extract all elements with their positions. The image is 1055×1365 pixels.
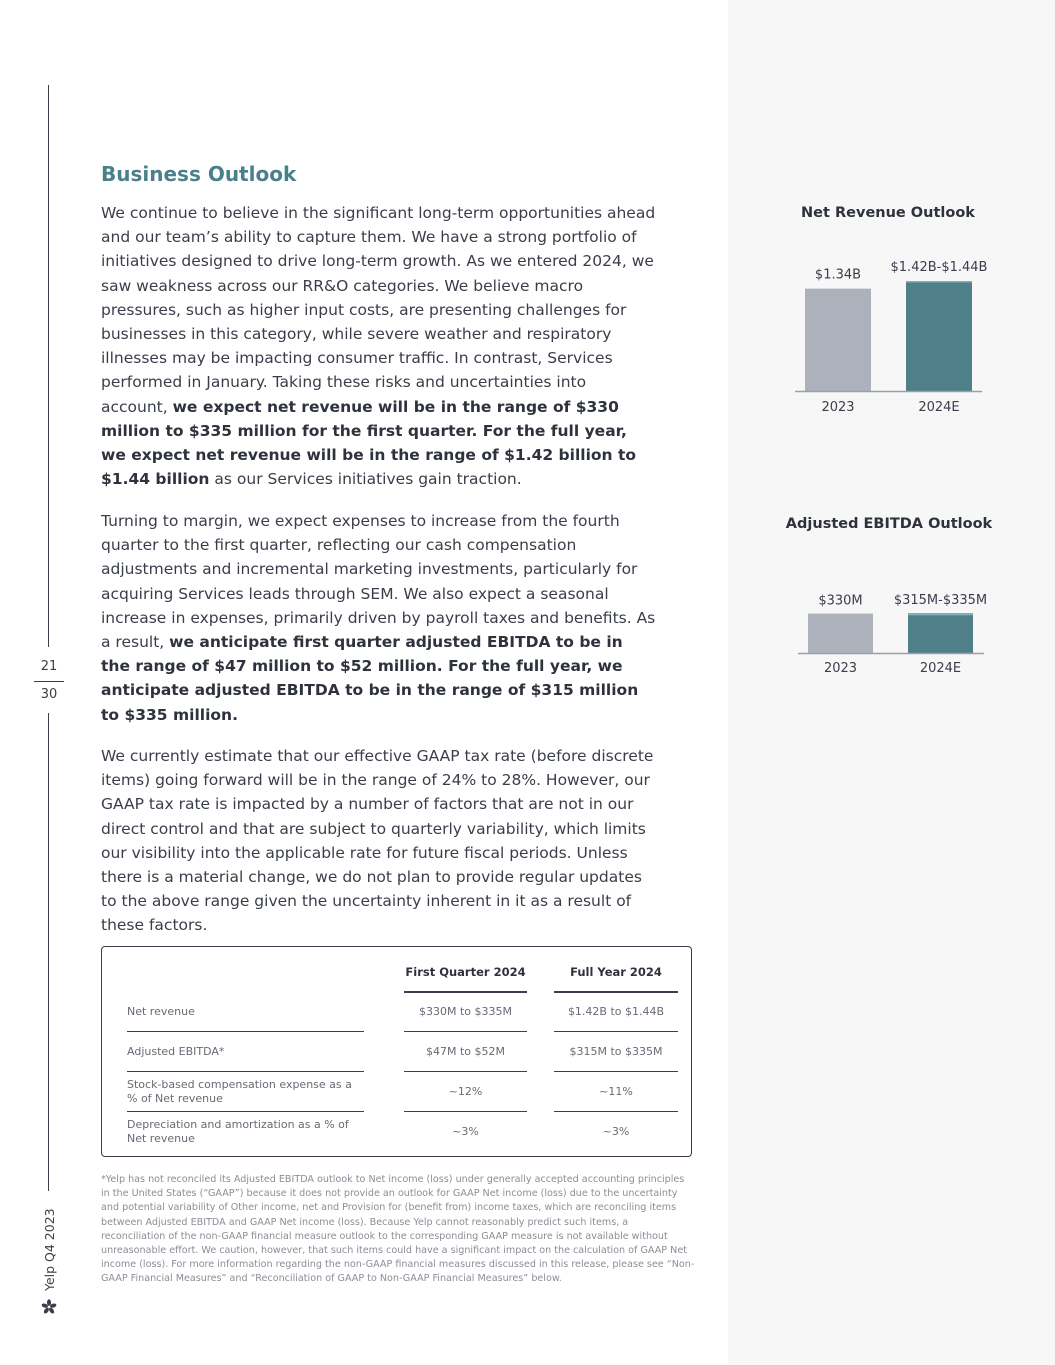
page-number-current: 21 xyxy=(40,659,58,674)
row-first-quarter-value: $47M to $52M xyxy=(425,1045,505,1058)
paragraph-revenue-outlook xyxy=(101,201,656,491)
table-row xyxy=(102,1032,691,1072)
outlook-table xyxy=(101,946,692,1157)
table-header-full-year: Full Year 2024 xyxy=(570,965,662,979)
rail-line-top xyxy=(48,85,49,647)
paragraph-2-intro: Turning to margin, we expect expenses to increase from the fourth quarter to the first quarter, reflecting our cash compensation adjustments and incremental marketing investments, particularly for acquiring Services leads through SEM. We also expect a seasonal increase in expenses, primarily driven by payroll taxes and benefits. As a result, xyxy=(101,512,656,652)
row-label: Net revenue xyxy=(127,1005,195,1018)
bar-2023 xyxy=(805,289,871,391)
row-full-year-value: ~3% xyxy=(602,1125,630,1138)
category-label: 2024E xyxy=(919,661,962,676)
data-label: $330M xyxy=(818,593,863,609)
table-row xyxy=(102,1072,691,1112)
yelp-burst-icon xyxy=(41,1299,57,1315)
category-label: 2023 xyxy=(823,661,858,676)
net-revenue-outlook-chart xyxy=(770,195,1010,425)
paragraph-margin-outlook xyxy=(101,509,656,727)
row-full-year-value: ~11% xyxy=(599,1085,633,1098)
table-header-first-quarter: First Quarter 2024 xyxy=(405,965,526,979)
category-label: 2024E xyxy=(918,400,960,415)
rail-line-bottom xyxy=(48,713,49,1191)
brand-label xyxy=(40,1165,58,1315)
data-label: $1.34B xyxy=(814,267,862,283)
adjusted-ebitda-outlook-chart xyxy=(770,506,1010,686)
footnote: *Yelp has not reconciled its Adjusted EBITDA outlook to Net income (loss) under generally accepted accounting principles in the United States (“GAAP”) because it does not provide an outlook for GAAP Net income (loss) due to the uncertainty and potential variability of Other income, net and Provision for (benefit from) income taxes, which are reconciling items between Adjusted EBITDA and GAAP Net income (loss). Because Yelp cannot reasonably predict such items, a reconciliation of the non-GAAP financial measure outlook to the corresponding GAAP measure is not available without unreasonable effort. We caution, however, that such items could have a significant impact on the calculation of GAAP Net income (loss). For more information regarding the non-GAAP financial measures discussed in this release, please see “Non-GAAP Financial Measures” and “Reconciliation of GAAP to Non-GAAP Financial Measures” below. xyxy=(101,1174,695,1285)
page-number-total: 30 xyxy=(40,687,58,702)
data-label: $315M-$335M xyxy=(893,593,988,608)
row-label: Depreciation and amortization as a % of Net revenue xyxy=(127,1118,349,1145)
paragraph-2-bold: we anticipate first quarter adjusted EBITDA to be in the range of $47 million to $52 million. For the full year, we anticipate adjusted EBITDA to be in the range of $315 million to $335 million. xyxy=(101,633,639,724)
row-first-quarter-value: ~12% xyxy=(448,1085,483,1098)
page-number-divider xyxy=(34,681,64,682)
bar-2024E xyxy=(908,615,973,653)
row-full-year-value: $1.42B to $1.44B xyxy=(567,1005,665,1018)
paragraph-1-intro: We continue to believe in the significant long-term opportunities ahead and our team’s ability to capture them. We have a strong portfolio of initiatives designed to drive long-term growth. As we entered 2024, we saw weakness across our RR&O categories. We believe macro pressures, such as higher input costs, are presenting challenges for businesses in this category, while severe weather and respiratory illnesses may be impacting consumer traffic. In contrast, Services performed in January. Taking these risks and uncertainties into account, xyxy=(101,204,656,416)
category-label: 2023 xyxy=(821,400,855,415)
bar-2023 xyxy=(808,614,873,653)
data-label: $1.42B-$1.44B xyxy=(890,260,988,275)
row-first-quarter-value: ~3% xyxy=(452,1125,479,1138)
row-label: Adjusted EBITDA* xyxy=(127,1045,225,1058)
brand-text: Yelp Q4 2023 xyxy=(41,1208,57,1291)
section-heading: Business Outlook xyxy=(101,162,297,186)
paragraph-1-bold: we expect net revenue will be in the range of $330 million to $335 million for the first quarter. For the full year, we expect net revenue will be in the range of $1.42 billion to $1.44 billion xyxy=(101,397,637,489)
chart-title: Net Revenue Outlook xyxy=(801,205,975,221)
table-row xyxy=(102,992,691,1032)
paragraph-1-outro: as our Services initiatives gain traction. xyxy=(209,470,522,489)
row-first-quarter-value: $330M to $335M xyxy=(418,1005,512,1018)
row-full-year-value: $315M to $335M xyxy=(569,1045,663,1058)
table-row xyxy=(102,1112,691,1152)
paragraph-tax-rate: We currently estimate that our effective GAAP tax rate (before discrete items) going forward will be in the range of 24% to 28%. However, our GAAP tax rate is impacted by a number of factors that are not in our direct control and that are subject to quarterly variability, which limits our visibility into the applicable rate for future fiscal periods. Unless there is a material change, we do not plan to provide regular updates to the above range given the uncertainty inherent in it as a result of these factors. xyxy=(101,747,654,935)
chart-title: Adjusted EBITDA Outlook xyxy=(785,516,993,532)
bar-2024E xyxy=(906,283,972,391)
row-label: Stock-based compensation expense as a % of Net revenue xyxy=(127,1078,352,1105)
